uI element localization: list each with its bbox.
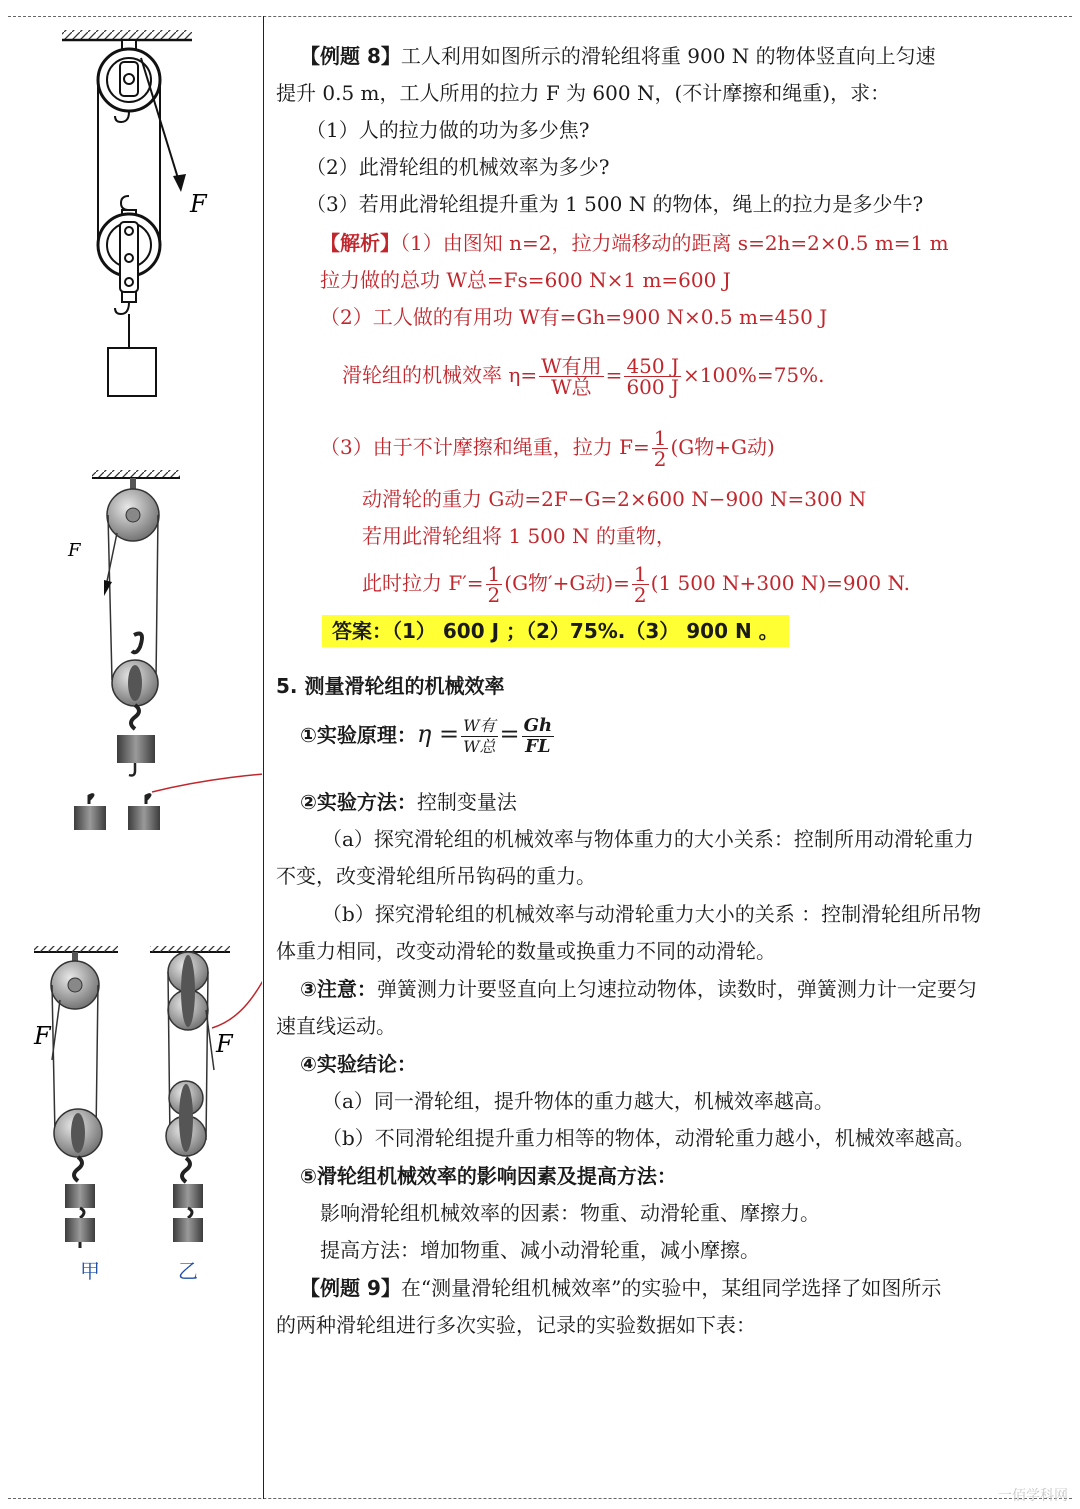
red-connector-arrow xyxy=(212,912,262,1028)
method-b-line2: 体重力相同，改变动滑轮的数量或换重力不同的动滑轮。 xyxy=(276,939,776,963)
figure-3-pulleys xyxy=(33,946,234,1283)
conclusion-title: ④实验结论： xyxy=(300,1052,417,1076)
force-label: F xyxy=(34,1022,51,1050)
answer-highlight: 答案：（1） 600 J ；（2）75%.（3） 900 N 。 xyxy=(322,615,789,647)
force-label: F xyxy=(190,190,207,218)
example-9-line1: 【例题 9】在“测量滑轮组机械效率”的实验中，某组同学选择了如图所示 xyxy=(300,1276,942,1300)
caption-jia: 甲 xyxy=(80,1259,100,1283)
method-b-line1: （b）探究滑轮组的机械效率与动滑轮重力大小的关系 ：控制滑轮组所吊物 xyxy=(322,902,982,926)
example-9-line2: 的两种滑轮组进行多次实验，记录的实验数据如下表： xyxy=(276,1313,756,1337)
figure-2-pulley xyxy=(67,470,180,830)
factor-title: ⑤滑轮组机械效率的影响因素及提高方法： xyxy=(300,1164,677,1188)
pulley-figures xyxy=(0,0,262,1505)
note-line2: 速直线运动。 xyxy=(276,1014,396,1038)
conclusion-a: （a）同一滑轮组，提升物体的重力越大，机械效率越高。 xyxy=(322,1089,834,1113)
figure-1-pulley xyxy=(62,30,208,396)
factor-line1: 影响滑轮组机械效率的因素：物重、动滑轮重、摩擦力。 xyxy=(320,1201,820,1225)
analysis-line3: （2）工人做的有用功 W有=Gh=900 N×0.5 m=450 J xyxy=(320,305,828,329)
method-a-line2: 不变，改变滑轮组所吊钩码的重力。 xyxy=(276,864,596,888)
method-line: ②实验方法：控制变量法 xyxy=(300,790,517,814)
question-2: （2）此滑轮组的机械效率为多少? xyxy=(306,155,610,179)
new-force-formula: 此时拉力 F′= $\frac{1}{2}$ (G物′+G动)= $\frac{1}{2}$ (1 500 N+300 N)=900 N. xyxy=(362,562,911,607)
section-5-title: 5. 测量滑轮组的机械效率 xyxy=(276,674,505,698)
question-1: （1）人的拉力做的功为多少焦? xyxy=(306,118,590,142)
analysis-line6: 若用此滑轮组将 1 500 N 的重物， xyxy=(362,524,676,548)
note-line1: ③注意：弹簧测力计要竖直向上匀速拉动物体，读数时，弹簧测力计一定要匀 xyxy=(300,977,977,1001)
conclusion-b: （b）不同滑轮组提升重力相等的物体，动滑轮重力越小，机械效率越高。 xyxy=(322,1126,975,1150)
factor-line2: 提高方法：增加物重、减小动滑轮重，减小摩擦。 xyxy=(320,1238,760,1262)
analysis-line2: 拉力做的总功 W总=Fs=600 N×1 m=600 J xyxy=(320,268,731,292)
force-label: F xyxy=(216,1030,233,1058)
column-divider xyxy=(263,16,264,1499)
efficiency-formula: 滑轮组的机械效率 η= $\frac{\text{W有用}}{\text{W总}}$ = $\frac{450 J}{600 J}$ ×100%=75%. xyxy=(342,354,825,399)
question-3: （3）若用此滑轮组提升重为 1 500 N 的物体，绳上的拉力是多少牛? xyxy=(306,192,924,216)
method-a-line1: （a）探究滑轮组的机械效率与物体重力的大小关系：控制所用动滑轮重力 xyxy=(322,827,974,851)
example-8-line1: 【例题 8】工人利用如图所示的滑轮组将重 900 N 的物体竖直向上匀速 xyxy=(300,44,936,68)
caption-yi: 乙 xyxy=(178,1259,198,1283)
watermark: 一佰学科网 xyxy=(998,1488,1068,1504)
analysis-line1: 【解析】（1）由图知 n=2，拉力端移动的距离 s=2h=2×0.5 m=1 m xyxy=(320,231,949,255)
force-formula: （3）由于不计摩擦和绳重，拉力 F= $\frac{1}{2}$ (G物+G动) xyxy=(320,426,775,471)
force-label: F xyxy=(68,540,81,561)
red-connector-arrow xyxy=(152,772,262,792)
example-8-line2: 提升 0.5 m，工人所用的拉力 F 为 600 N，(不计摩擦和绳重)，求： xyxy=(276,81,891,105)
principle-line: ①实验原理：η = $\frac{\text{W有}}{\text{W总}}$ = $\frac{Gh}{FL}$ xyxy=(300,715,553,757)
analysis-line5: 动滑轮的重力 G动=2F−G=2×600 N−900 N=300 N xyxy=(362,487,867,511)
figure-column xyxy=(0,0,262,1505)
